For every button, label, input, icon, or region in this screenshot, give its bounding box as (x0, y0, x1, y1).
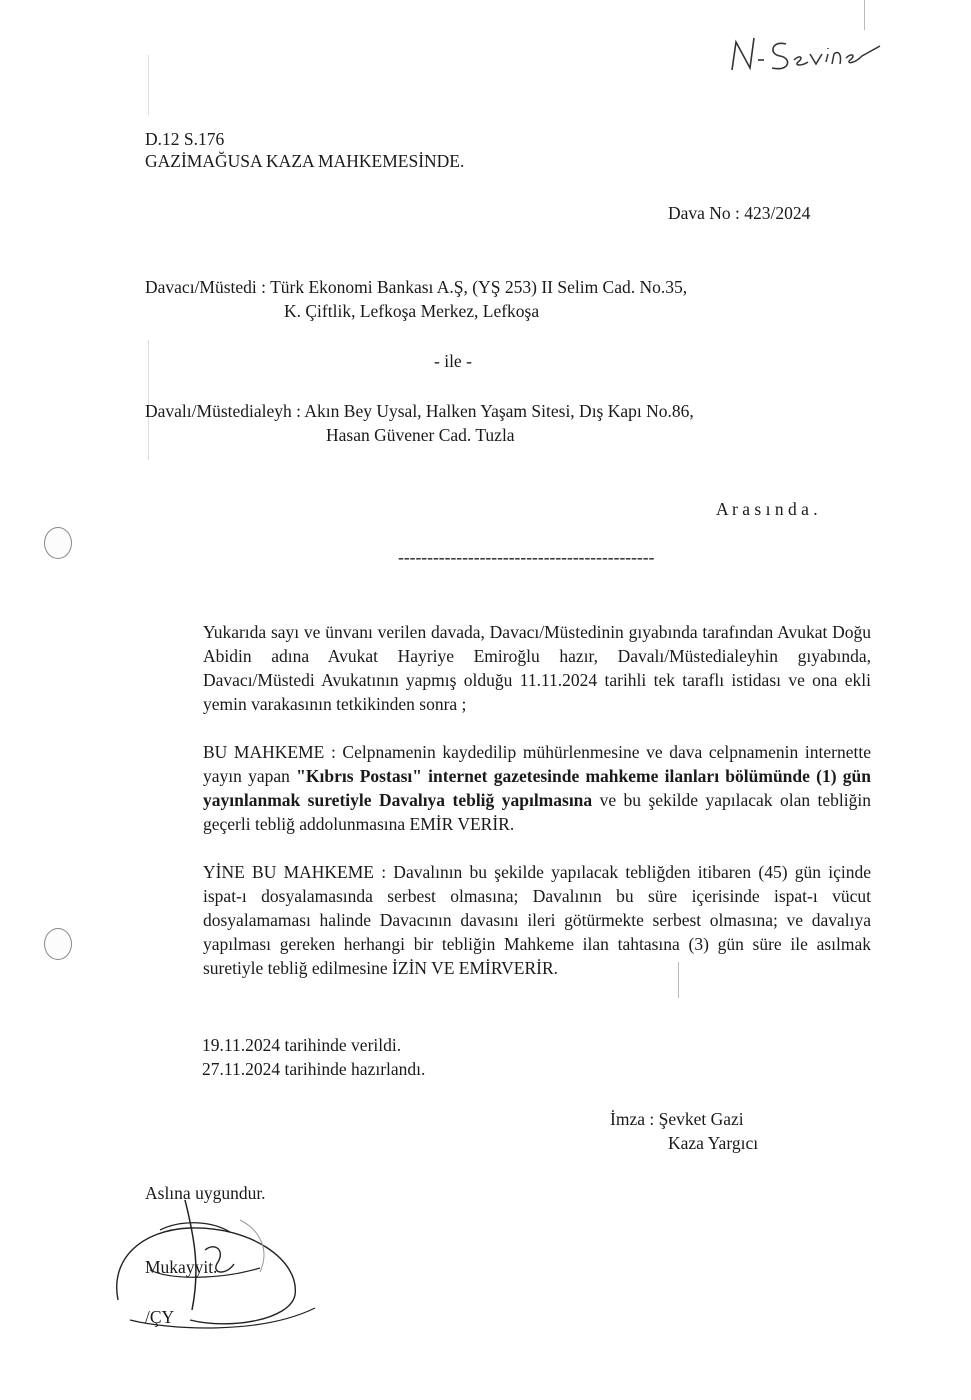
paragraph-intro-text: Yukarıda sayı ve ünvanı verilen davada, Davacı/Müstedinin gıyabında tarafından Avukat Doğu Abidin adına Avukat Hayriye Emiroğlu hazır, Davalı/Müstedialeyhin gıyabında, Davacı/Müstedi Avukatının yapmış olduğu 11.11.2024 tarihli tek taraflı istidası ve ona ekli yemin varakasının tetkikinden sonra ; (203, 622, 871, 714)
paragraph-order (145, 740, 871, 836)
order-text-bold: "Kıbrıs Postası" internet gazetesinde mahkeme ilanları bölümünde (1) gün yayınlanmak suretiyle Davalıya tebliğ yapılmasına (203, 766, 871, 810)
arasinda: A r a s ı n d a . (716, 499, 818, 519)
defendant-line-1: Davalı/Müstedialeyh : Akın Bey Uysal, Halken Yaşam Sitesi, Dış Kapı No.86, (145, 401, 694, 421)
certification-line-2: Mukayyit. (145, 1257, 218, 1277)
paragraph-intro (145, 620, 871, 716)
court-name: GAZİMAĞUSA KAZA MAHKEMESİNDE. (145, 151, 465, 171)
defendant-line-2: Hasan Güvener Cad. Tuzla (326, 425, 515, 445)
handwritten-signature (100, 1180, 340, 1340)
paragraph-further-order (145, 860, 871, 980)
margin-mark (864, 0, 865, 30)
punch-hole-top (44, 527, 72, 559)
margin-mark (148, 55, 149, 115)
order-text-end: ve bu şekilde yapılacak olan tebliğin geçerli tebliğ addolunmasına EMİR VERİR. (203, 790, 871, 834)
punch-hole-bottom (44, 928, 72, 960)
plaintiff-line-2: K. Çiftlik, Lefkoşa Merkez, Lefkoşa (284, 301, 540, 321)
case-number: Dava No : 423/2024 (668, 203, 811, 223)
separator-line: -------------------------------------------- (398, 547, 655, 567)
date-prepared: 27.11.2024 tarihinde hazırlandı. (202, 1059, 426, 1079)
ile-connector: - ile - (434, 351, 472, 371)
order-text-start: BU MAHKEME : Celpnamenin kaydedilip mühürlenmesine ve dava celpnamenin internette yayın yapan (203, 742, 871, 786)
date-given: 19.11.2024 tarihinde verildi. (202, 1035, 402, 1055)
document-reference: D.12 S.176 (145, 129, 225, 149)
handwritten-note (728, 32, 888, 82)
certification-line-1: Aslına uygundur. (145, 1183, 266, 1203)
further-order-text: YİNE BU MAHKEME : Davalının bu şekilde yapılacak tebliğden itibaren (45) gün içinde ispat-ı dosyalamasında serbest olmasına; Davalının bu süre içerisinde ispat-ı vücut dosyalamaması halinde Davacının davasını ileri götürmekte serbest olmasına; ve davalıya yapılması gereken herhangi bir tebliğin Mahkeme ilan tahtasına (3) gün süre ile asılmak suretiyle tebliğ edilmesine İZİN VE EMİRVERİR. (203, 862, 871, 978)
judge-title: Kaza Yargıcı (668, 1133, 759, 1153)
plaintiff-line-1: Davacı/Müstedi : Türk Ekonomi Bankası A.Ş, (YŞ 253) II Selim Cad. No.35, (145, 277, 688, 297)
certification-line-3: /ÇY (145, 1307, 175, 1327)
judge-signature: İmza : Şevket Gazi (610, 1109, 744, 1129)
